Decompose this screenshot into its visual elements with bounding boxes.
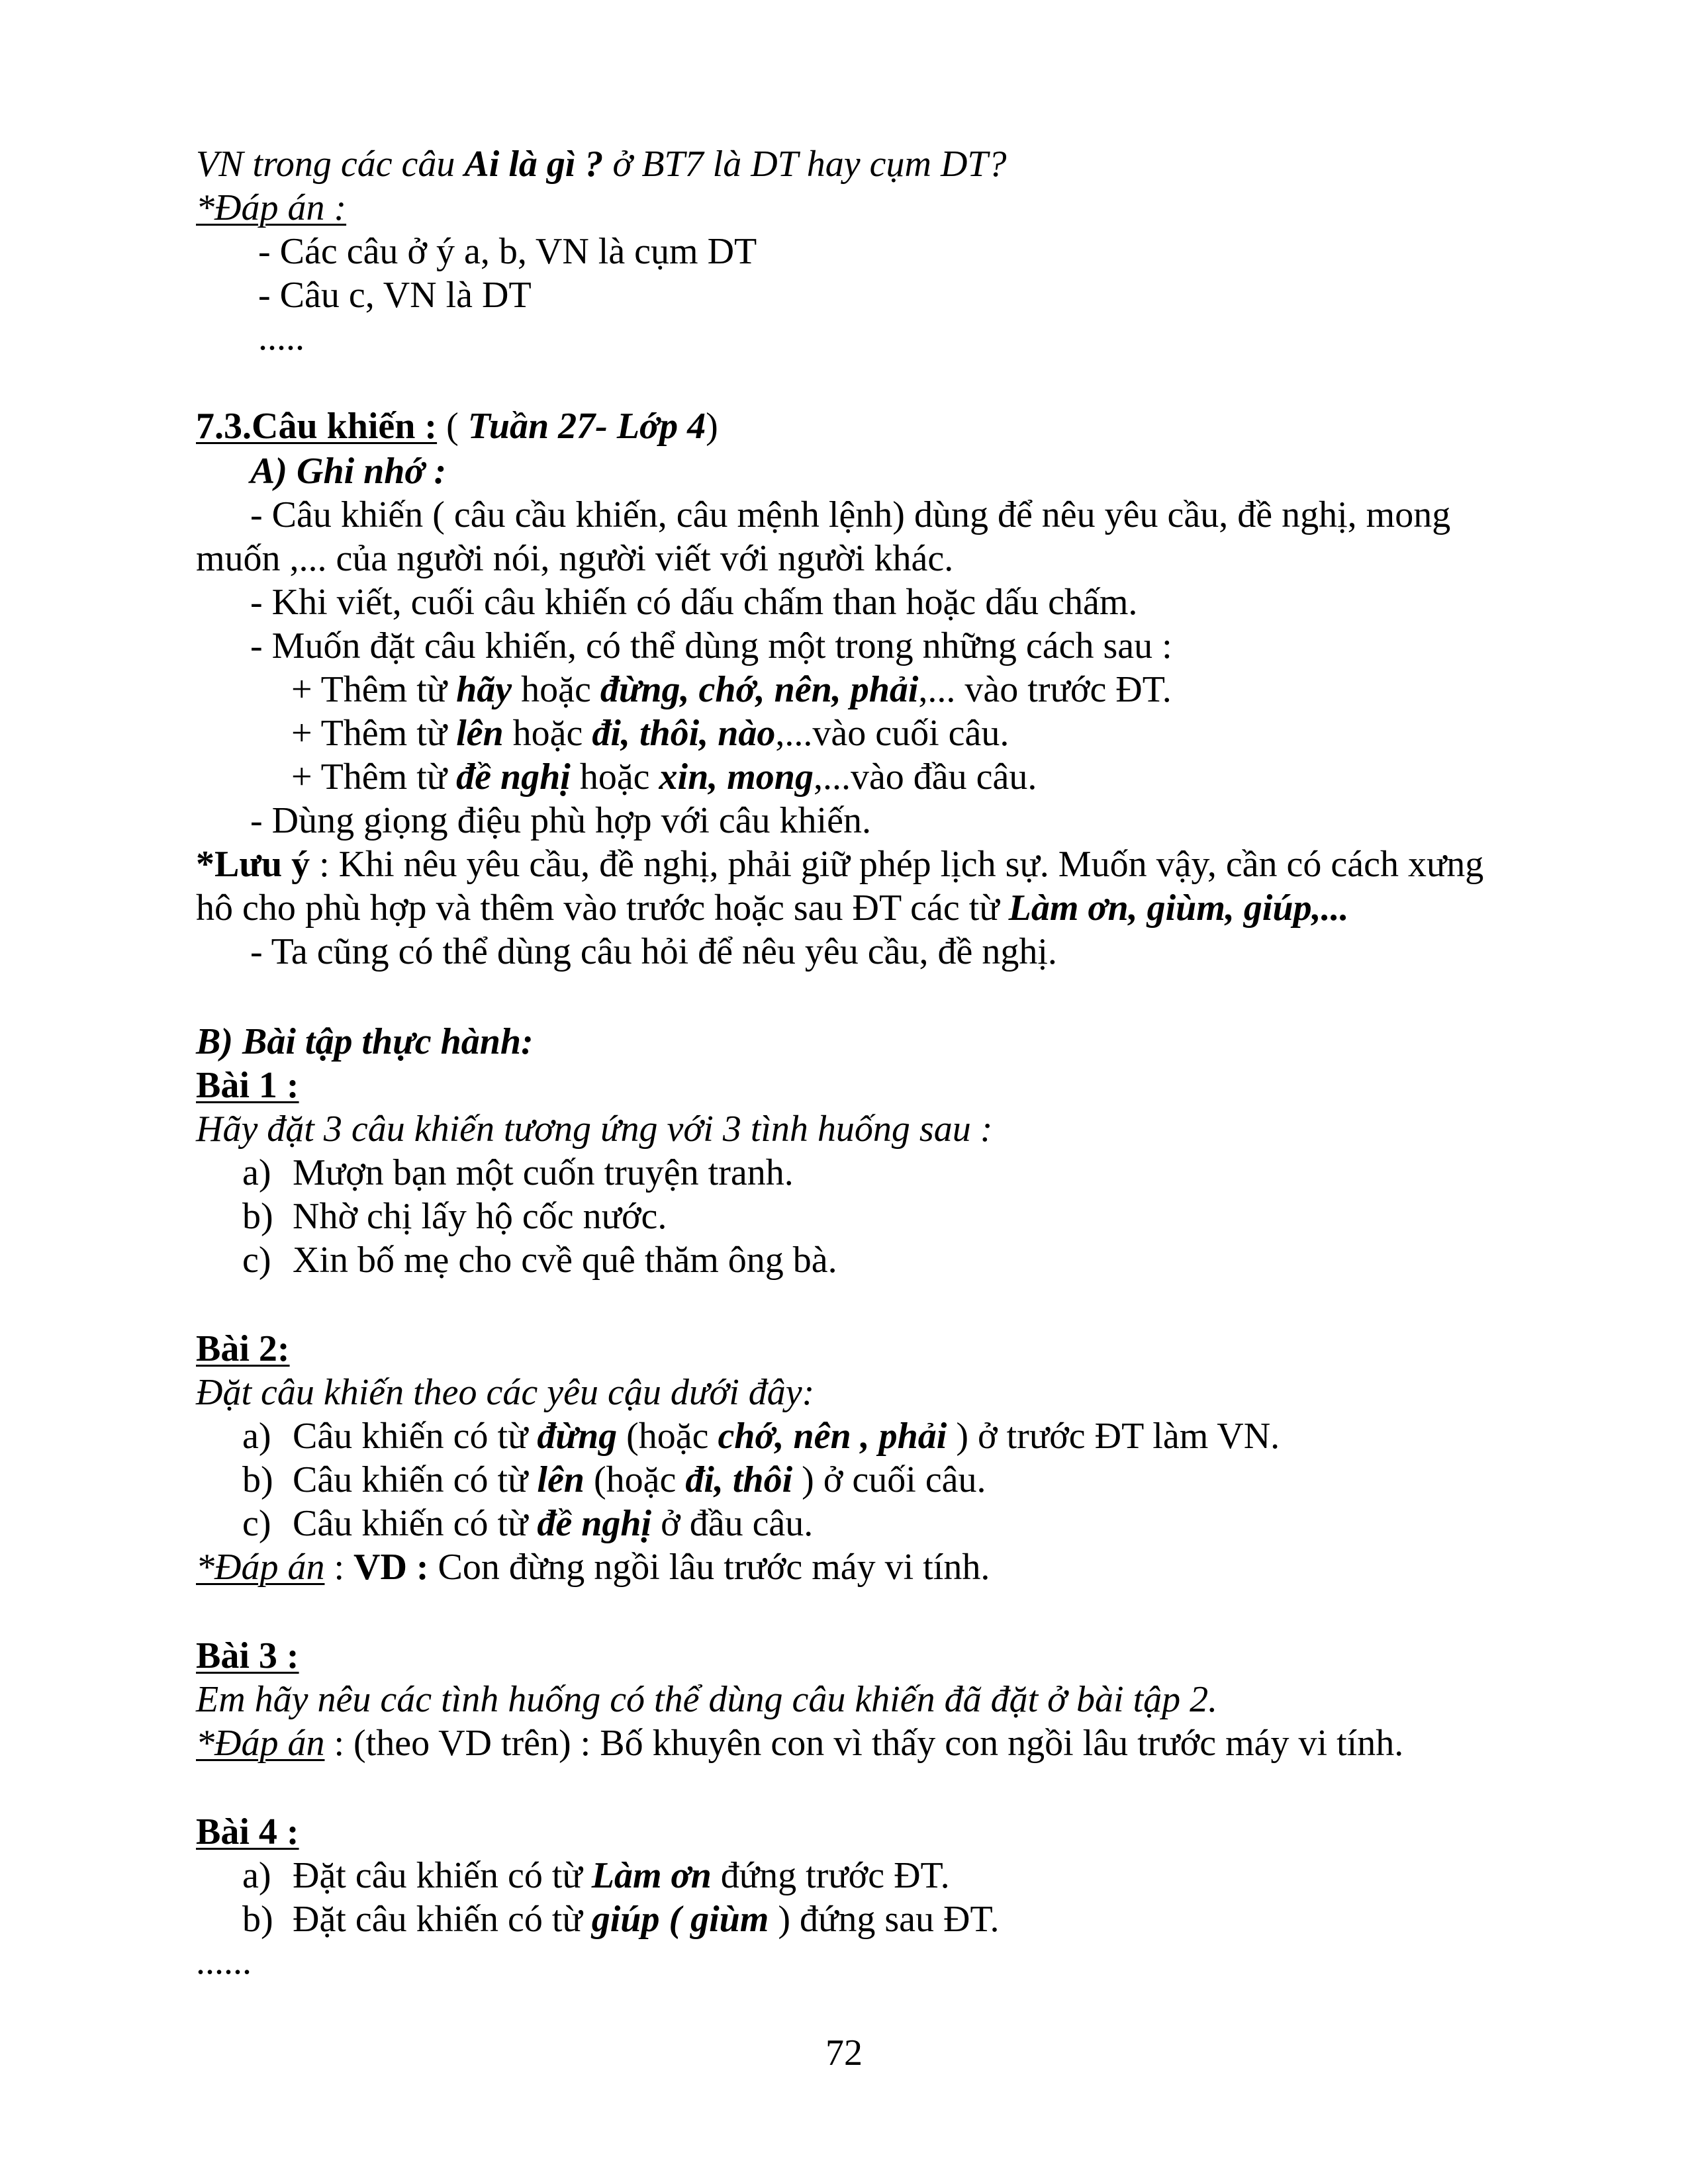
intro-answer-label: *Đáp án :	[196, 187, 347, 228]
section-heading: 7.3.Câu khiến : ( Tuần 27- Lớp 4)	[196, 406, 718, 447]
list-text: Xin bố mẹ cho cvề quê thăm ông bà.	[293, 1240, 837, 1281]
ghinho-heading: A) Ghi nhớ :	[250, 451, 447, 492]
bai1-prompt: Hãy đặt 3 câu khiến tương ứng với 3 tình huống sau :	[196, 1109, 993, 1150]
bai3-title: Bài 3 :	[196, 1635, 299, 1676]
bai1-title: Bài 1 :	[196, 1065, 299, 1106]
bai3-answer: *Đáp án : (theo VD trên) : Bố khuyên con vì thấy con ngồi lâu trước máy vi tính.	[196, 1723, 1404, 1764]
ghinho-p1-line1: - Câu khiến ( câu cầu khiến, câu mệnh lệnh) dùng để nêu yêu cầu, đề nghị, mong	[250, 494, 1451, 535]
intro-question: VN trong các câu Ai là gì ? ở BT7 là DT hay cụm DT?	[196, 144, 1007, 185]
ghinho-way-2: + Thêm từ lên hoặc đi, thôi, nào,...vào cuối câu.	[291, 713, 1009, 754]
list-marker: a)	[242, 1416, 271, 1457]
practice-heading: B) Bài tập thực hành:	[196, 1021, 534, 1062]
list-text: Câu khiến có từ đừng (hoặc chớ, nên , phải ) ở trước ĐT làm VN.	[293, 1416, 1280, 1457]
list-text: Đặt câu khiến có từ Làm ơn đứng trước ĐT.	[293, 1855, 950, 1896]
list-text: Mượn bạn một cuốn truyện tranh.	[293, 1152, 794, 1193]
bai4-dots: ......	[196, 1941, 252, 1982]
list-marker: c)	[242, 1240, 271, 1281]
ghinho-note-line1: *Lưu ý : Khi nêu yêu cầu, đề nghị, phải giữ phép lịch sự. Muốn vậy, cần có cách xưng	[196, 844, 1484, 885]
bai3-prompt: Em hãy nêu các tình huống có thể dùng câu khiến đã đặt ở bài tập 2.	[196, 1679, 1218, 1720]
bai2-title: Bài 2:	[196, 1328, 290, 1369]
list-marker: b)	[242, 1459, 273, 1500]
bai2-prompt: Đặt câu khiến theo các yêu cậu dưới đây:	[196, 1372, 815, 1413]
list-text: Nhờ chị lấy hộ cốc nước.	[293, 1196, 667, 1237]
page-number: 72	[825, 2032, 863, 2073]
ghinho-p3: - Muốn đặt câu khiến, có thể dùng một trong những cách sau :	[250, 625, 1172, 666]
bai4-title: Bài 4 :	[196, 1811, 299, 1852]
bai2-answer: *Đáp án : VD : Con đừng ngồi lâu trước máy vi tính.	[196, 1547, 990, 1588]
intro-answer-2: - Câu c, VN là DT	[258, 275, 532, 316]
ghinho-p4: - Dùng giọng điệu phù hợp với câu khiến.	[250, 800, 871, 841]
list-marker: a)	[242, 1152, 271, 1193]
list-marker: b)	[242, 1899, 273, 1940]
intro-dots: .....	[258, 317, 305, 358]
list-marker: c)	[242, 1503, 271, 1544]
ghinho-note-line2: hô cho phù hợp và thêm vào trước hoặc sau ĐT các từ Làm ơn, giùm, giúp,...	[196, 887, 1349, 929]
intro-answer-1: - Các câu ở ý a, b, VN là cụm DT	[258, 231, 757, 272]
ghinho-p5: - Ta cũng có thể dùng câu hỏi để nêu yêu cầu, đề nghị.	[250, 931, 1057, 972]
list-marker: a)	[242, 1855, 271, 1896]
ghinho-p2: - Khi viết, cuối câu khiến có dấu chấm than hoặc dấu chấm.	[250, 582, 1138, 623]
list-text: Câu khiến có từ lên (hoặc đi, thôi ) ở cuối câu.	[293, 1459, 986, 1500]
list-marker: b)	[242, 1196, 273, 1237]
list-text: Câu khiến có từ đề nghị ở đầu câu.	[293, 1503, 814, 1544]
list-text: Đặt câu khiến có từ giúp ( giùm ) đứng sau ĐT.	[293, 1899, 1000, 1940]
ghinho-way-3: + Thêm từ đề nghị hoặc xin, mong,...vào đầu câu.	[291, 756, 1037, 797]
ghinho-way-1: + Thêm từ hãy hoặc đừng, chớ, nên, phải,... vào trước ĐT.	[291, 669, 1172, 710]
ghinho-p1-line2: muốn ,... của người nói, người viết với người khác.	[196, 538, 954, 579]
